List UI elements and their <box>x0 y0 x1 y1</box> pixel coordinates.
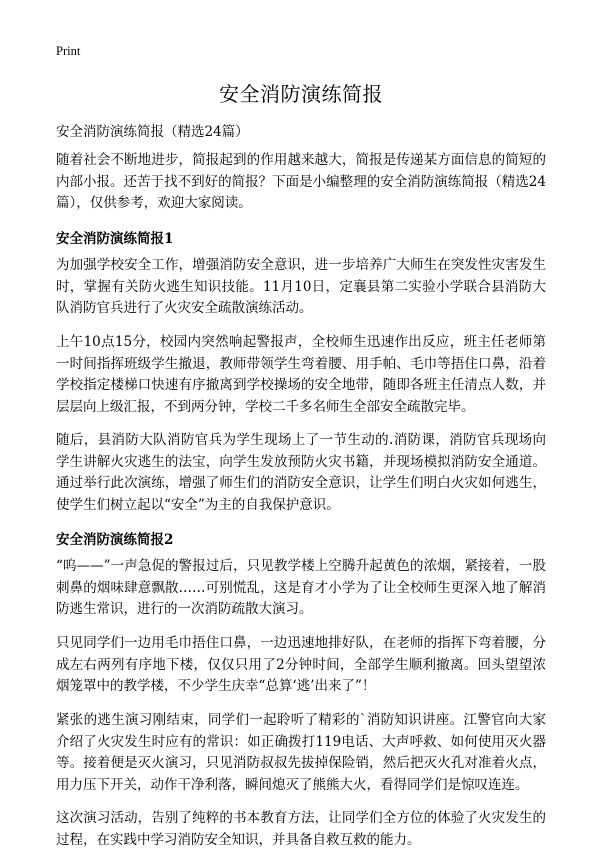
document-subtitle: 安全消防演练简报（精选24篇） <box>56 124 249 140</box>
section-2-paragraph-1: “呜——”一声急促的警报过后，只见教学楼上空腾升起黄色的浓烟，紧接着，一股刺鼻的烟味肆意飘散……可别慌乱，这是育才小学为了让全校师生更深入地了解消防逃生常识，进行的一次消防疏散大演习。 <box>56 558 546 617</box>
intro-paragraph: 随着社会不断地进步，简报起到的作用越来越大，简报是传递某方面信息的简短的内部小报。还苦于找不到好的简报？下面是小编整理的安全消防演练简报（精选24篇），仅供参考，欢迎大家阅读。 <box>56 152 546 211</box>
section-heading-2: 安全消防演练简报2 <box>56 532 174 548</box>
section-1-paragraph-1: 为加强学校安全工作，增强消防安全意识，进一步培养广大师生在突发性灾害发生时，掌握有关防火逃生知识技能。11月10日，定襄县第二实验小学联合县消防大队消防官兵进行了火灾安全疏散演练活动。 <box>56 257 546 316</box>
section-1-paragraph-3: 随后，县消防大队消防官兵为学生现场上了一节生动的.消防课，消防官兵现场向学生讲解火灾逃生的法宝，向学生发放预防火灾书籍，并现场模拟消防安全通道。通过举行此次演练，增强了师生们的消防安全意识，让学生们明白火灾如何逃生，使学生们树立起以“安全”为主的自我保护意识。 <box>56 432 546 513</box>
print-link[interactable]: Print <box>56 44 81 58</box>
section-1-paragraph-2: 上午10点15分，校园内突然响起警报声，全校师生迅速作出反应，班主任老师第一时间指挥班级学生撤退，教师带领学生弯着腰、用手帕、毛巾等捂住口鼻，沿着学校指定楼梯口快速有序撤离到学校操场的安全地带，随即各班主任清点人数，并层层向上级汇报，不到两分钟，学校二千多名师生全部安全疏散完毕。 <box>56 334 546 415</box>
page-title: 安全消防演练简报 <box>219 82 383 106</box>
section-2-paragraph-3: 紧张的逃生演习刚结束，同学们一起聆听了精彩的`消防知识讲座。江警官向大家介绍了火灾发生时应有的常识：如正确拨打119电话、大声呼救、如何使用灭火器等。接着便是灭火演习，只见消防叔叔先拔掉保险销，然后把灭火孔对准着火点，用力压下开关，动作干净利落，瞬间熄灭了熊熊大火，看得同学们是惊叹连连。 <box>56 712 546 793</box>
section-2-paragraph-2: 只见同学们一边用毛巾捂住口鼻，一边迅速地排好队，在老师的指挥下弯着腰，分成左右两列有序地下楼，仅仅只用了2分钟时间，全部学生顺利撤离。回头望望浓烟笼罩中的教学楼，不少学生庆幸“总算‘逃’出来了”！ <box>56 635 546 694</box>
section-2-paragraph-4: 这次演习活动，告别了纯粹的书本教育方法，让同学们全方位的体验了火灾发生的过程，在实践中学习消防安全知识，并具备自救互救的能力。 <box>56 810 546 848</box>
section-heading-1: 安全消防演练简报1 <box>56 231 174 247</box>
